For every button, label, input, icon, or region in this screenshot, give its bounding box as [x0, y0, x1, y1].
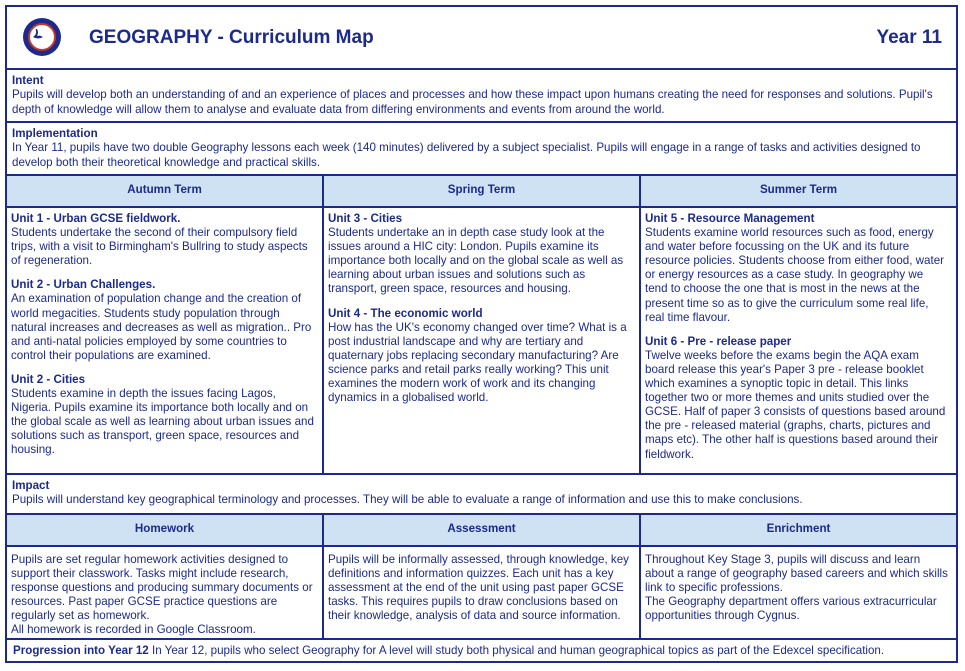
homework-column	[7, 547, 324, 638]
unit-title: Unit 1 - Urban GCSE fieldwork.	[11, 212, 181, 225]
enrichment-column	[641, 547, 956, 638]
terms-header-row	[7, 176, 956, 208]
unit-block	[11, 373, 314, 458]
curriculum-map	[5, 5, 958, 663]
homework-note: All homework is recorded in Google Classroom.	[11, 623, 256, 637]
implementation-heading: Implementation	[12, 127, 98, 140]
summer-term-header: Summer Term	[641, 176, 956, 206]
unit-title: Unit 3 - Cities	[328, 212, 403, 225]
intent-heading: Intent	[12, 74, 44, 87]
progression-section	[7, 640, 956, 658]
implementation-text: In Year 11, pupils have two double Geography lessons each week (140 minutes) delivered by a subject specialist. Pupils will engage in a range of tasks and activities designed to develop both their theoretical knowledge and practical skills.	[12, 141, 921, 169]
implementation-section	[7, 123, 956, 176]
assessment-text: Pupils will be informally assessed, through knowledge, key definitions and information quizzes. Each unit has a key assessment at the end of the unit using past paper GCSE tasks. This requires pupils to draw conclusions based on their knowledge, analysis of data and source information.	[328, 553, 629, 623]
unit-text: An examination of population change and the creation of world megacities. Students study population through natural increases and decreases as well as migration.. Pro and anti-natal policies employed by some countries to control their populations are examined.	[11, 292, 312, 362]
intent-text: Pupils will develop both an understanding of and an experience of places and processes and how these impact upon humans creating the need for responses and solutions. Pupil's depth of knowledge will allow them to analyse and evaluate data from differing environments and events from around the world.	[12, 88, 933, 116]
unit-text: Students examine in depth the issues facing Lagos, Nigeria. Pupils examine its importance both locally and on the global scale as well as learning about urban issues and solutions such as transport, green space, resources and housing.	[11, 387, 314, 457]
terms-body-row	[7, 208, 956, 475]
enrichment-note: The Geography department offers various extracurricular opportunities through Cygnus.	[645, 595, 937, 623]
autumn-term-column	[7, 208, 324, 473]
page-title: GEOGRAPHY - Curriculum Map	[89, 27, 374, 48]
swan-icon	[30, 26, 46, 42]
unit-text: Students undertake an in depth case study look at the issues around a HIC city: London. Pupils examine its importance both locally and on the global scale as well as learning about urban issues and solutions such as transport, green space, resources and housing.	[328, 226, 624, 296]
enrichment-header: Enrichment	[641, 515, 956, 545]
unit-title: Unit 2 - Urban Challenges.	[11, 278, 156, 292]
page-header	[7, 7, 956, 70]
summer-term-column	[641, 208, 956, 473]
unit-text: How has the UK's economy changed over time? What is a post industrial landscape and why are tertiary and quaternary jobs replacing secondary manufacturing? Are science parks and retail parks really working? This unit examines the modern work of work and its changing dynamics in a globalised world.	[328, 320, 627, 405]
unit-text: Students undertake the second of their compulsory field trips, with a visit to Birmingham's Bullring to study aspects of regeneration.	[11, 226, 308, 268]
unit-block	[645, 212, 948, 325]
extras-body-row	[7, 547, 956, 640]
impact-heading: Impact	[12, 479, 50, 492]
enrichment-text: Throughout Key Stage 3, pupils will discuss and learn about a range of geography based careers and which skills link to specific professions.	[645, 553, 948, 595]
extras-header-row	[7, 515, 956, 547]
homework-text: Pupils are set regular homework activities designed to support their classwork. Tasks might include research, response questions and producing summary documents or resources. Past paper GCSE practice questions are regularly set as homework.	[11, 553, 313, 623]
intent-section	[7, 70, 956, 123]
swan-crest-logo	[23, 18, 61, 56]
unit-block	[328, 307, 631, 406]
unit-title: Unit 6 - Pre - release paper	[645, 334, 792, 348]
unit-title: Unit 5 - Resource Management	[645, 212, 815, 225]
year-label: Year 11	[876, 27, 942, 48]
homework-header: Homework	[7, 515, 324, 545]
impact-section	[7, 475, 956, 515]
progression-heading: Progression into Year 12	[13, 644, 149, 657]
spring-term-column	[324, 208, 641, 473]
unit-block	[328, 212, 631, 297]
unit-block	[11, 278, 314, 363]
unit-block	[11, 212, 314, 268]
spring-term-header: Spring Term	[324, 176, 641, 206]
unit-block	[645, 335, 948, 462]
impact-text: Pupils will understand key geographical terminology and processes. They will be able to evaluate a range of information and use this to make conclusions.	[12, 493, 803, 507]
unit-text: Students examine world resources such as food, energy and water before focussing on the UK and its future resource policies. Students choose from either food, water or energy resources as a case study. In geography we tend to choose the one that is most in the news at the present time so as to give the curriculum some real life, real time flavour.	[645, 226, 945, 324]
unit-title: Unit 2 - Cities	[11, 372, 86, 386]
assessment-column	[324, 547, 641, 638]
progression-text: In Year 12, pupils who select Geography for A level will study both physical and human geographical topics as part of the Edexcel specification.	[148, 644, 885, 657]
assessment-header: Assessment	[324, 515, 641, 545]
autumn-term-header: Autumn Term	[7, 176, 324, 206]
unit-text: Twelve weeks before the exams begin the AQA exam board release this year's Paper 3 pre - release booklet which examines a synoptic topic in detail. This links together two or more themes and units studied over the GCSE. Half of paper 3 consists of questions based around the pre - released material (graphs, charts, pictures and maps etc). The other half is questions based around their fieldwork.	[645, 348, 946, 461]
unit-title: Unit 4 - The economic world	[328, 306, 483, 320]
